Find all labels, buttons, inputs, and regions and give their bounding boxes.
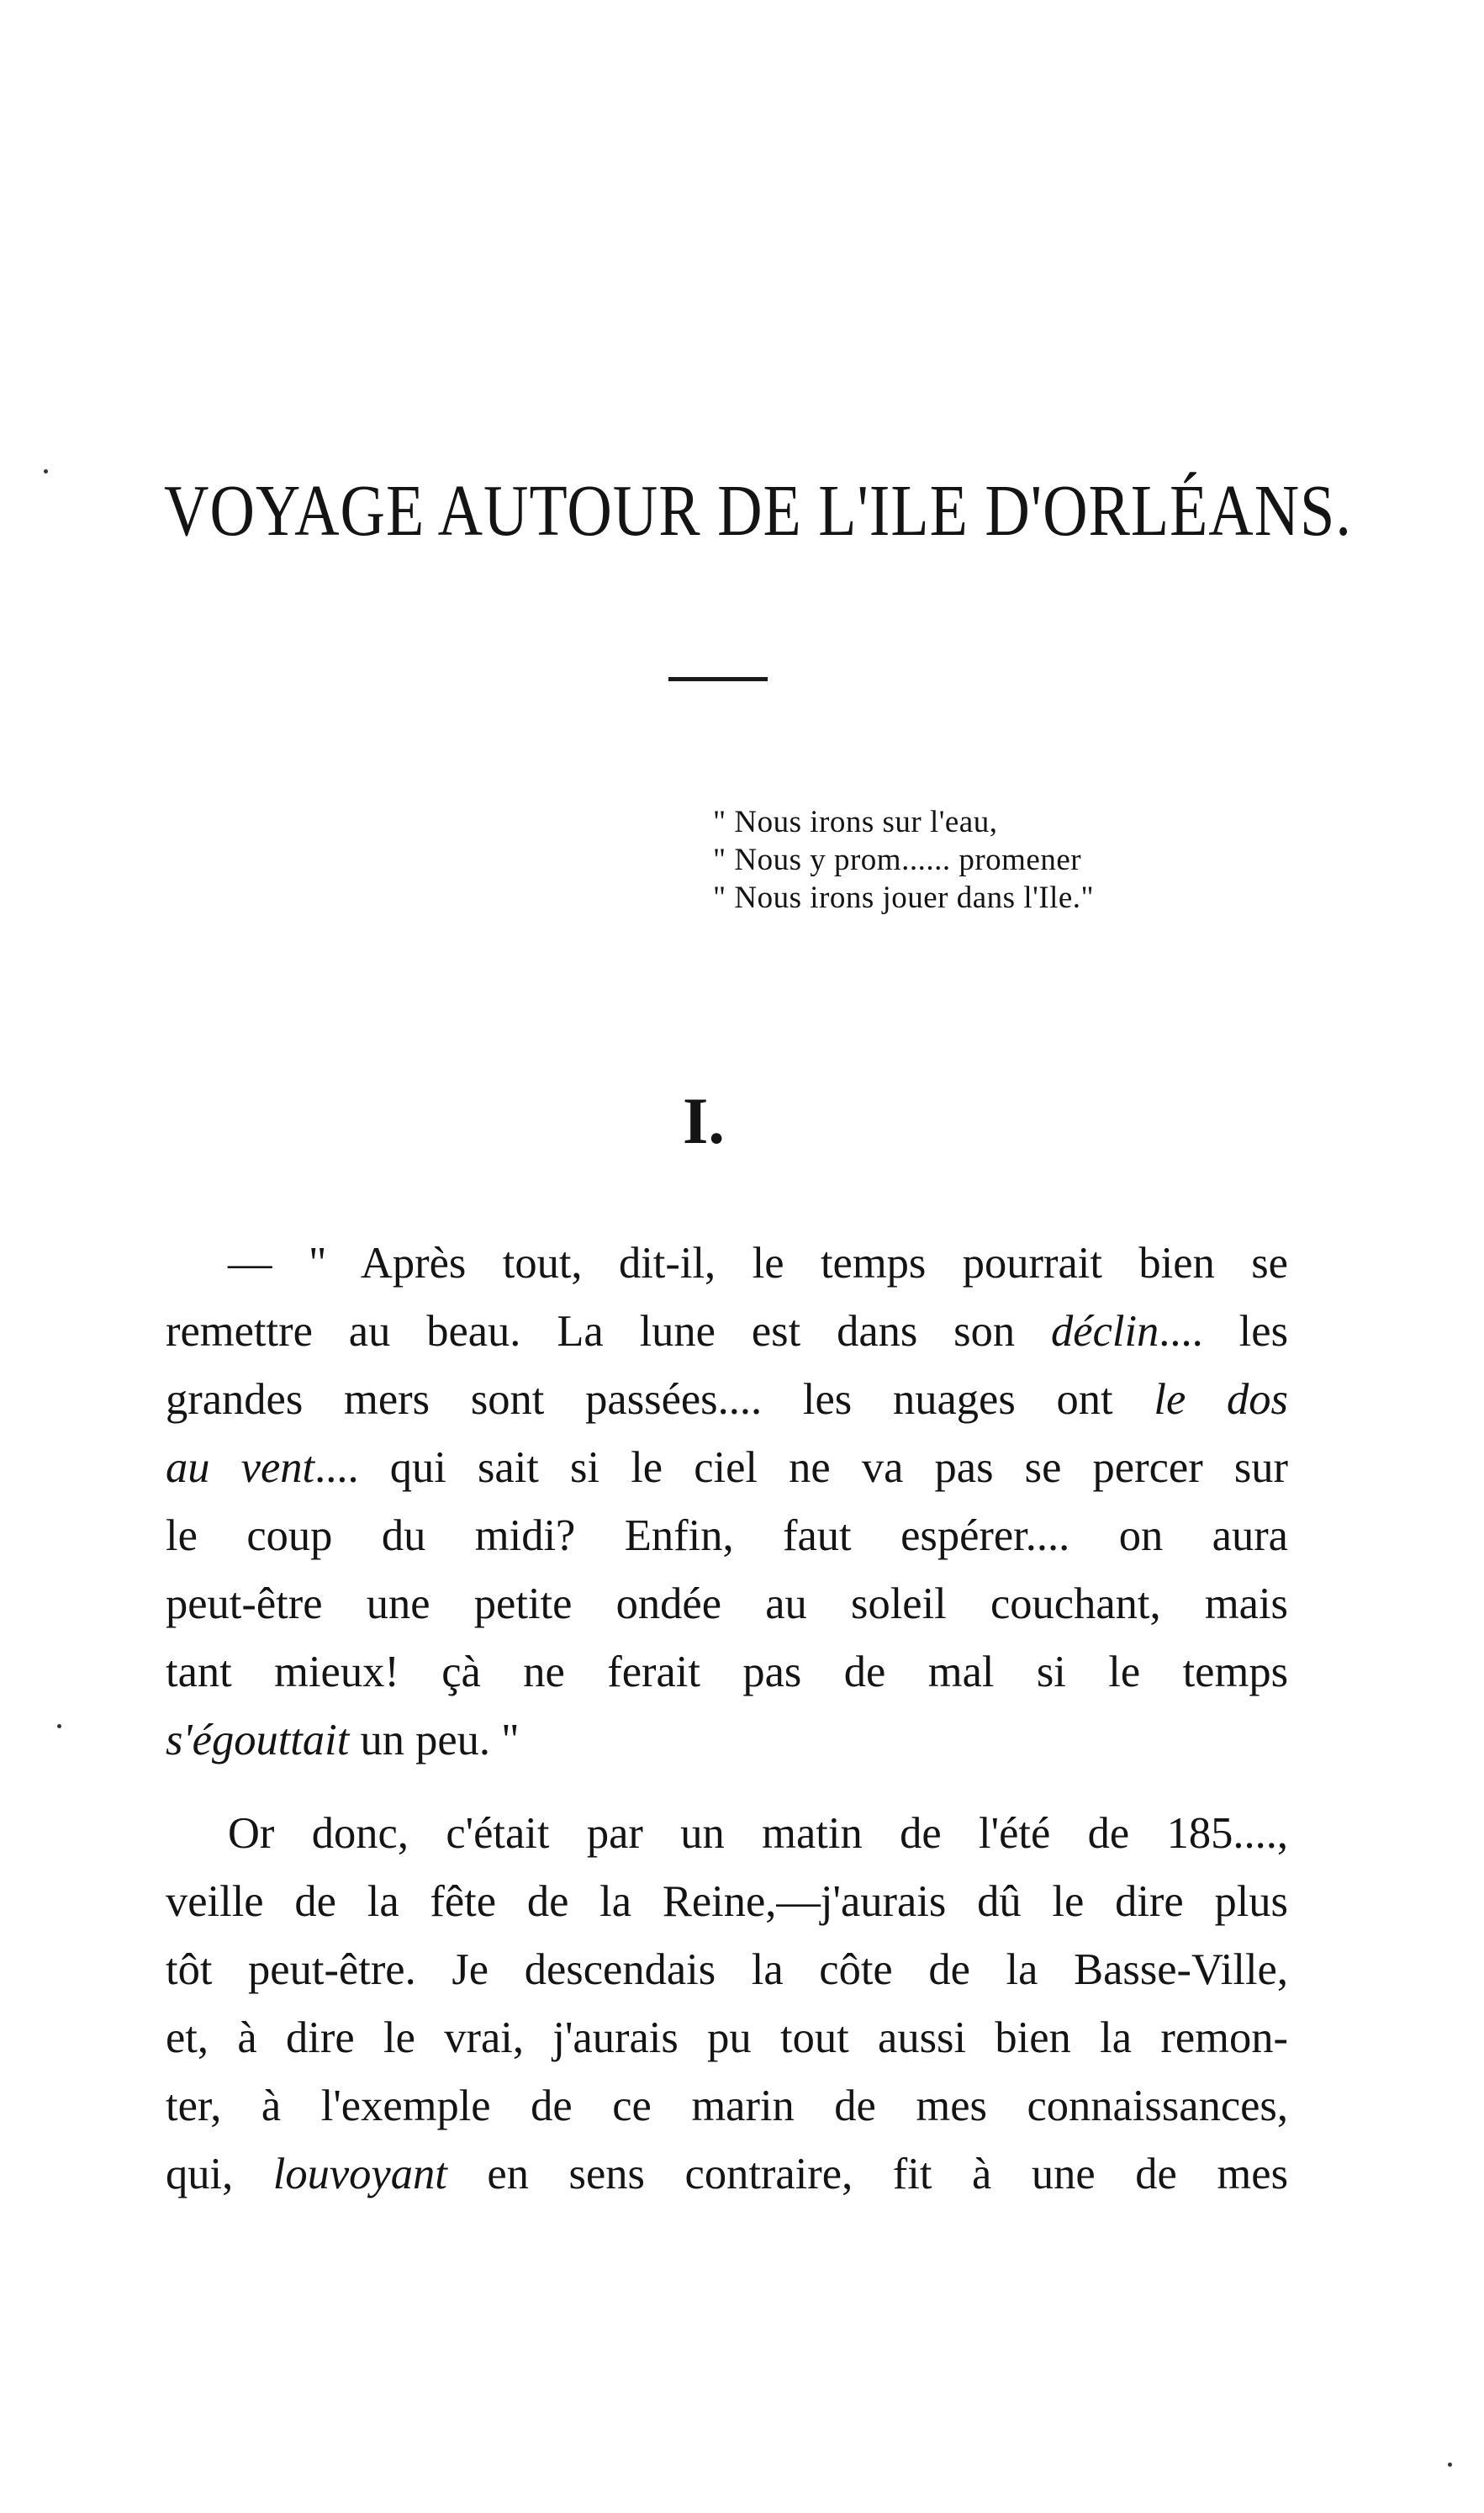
text-line: veille de la fête de la Reine,—j'aurais dû le dire plus	[166, 1877, 1288, 1926]
print-speck	[1448, 2463, 1452, 2467]
text-line: le coup du midi? Enfin, faut espérer.... on aura	[166, 1511, 1288, 1560]
text-line: tant mieux! çà ne ferait pas de mal si le temps	[166, 1648, 1288, 1696]
text-line: peut-être une petite ondée au soleil couchant, mais	[166, 1579, 1288, 1628]
text-line: remettre au beau. La lune est dans son déclin.... les	[166, 1307, 1289, 1356]
text-line: Or donc, c'était par un matin de l'été de 185....,	[228, 1809, 1288, 1858]
text-line: grandes mers sont passées.... les nuages ont le dos	[166, 1375, 1288, 1424]
epigraph-line: " Nous y prom...... promener	[713, 843, 1082, 877]
epigraph-line: " Nous irons jouer dans l'Ile."	[713, 881, 1095, 915]
text-line: — " Après tout, dit-il, le temps pourrait bien se	[228, 1239, 1288, 1288]
text-line: qui, louvoyant en sens contraire, fit à une de mes	[166, 2150, 1288, 2198]
epigraph-line: " Nous irons sur l'eau,	[713, 805, 998, 839]
page-title: VOYAGE AUTOUR DE L'ILE D'ORLÉANS.	[164, 470, 1352, 552]
title-rule	[668, 677, 768, 681]
text-line: s'égouttait un peu. "	[166, 1716, 520, 1764]
text-line: au vent.... qui sait si le ciel ne va pas se percer sur	[166, 1443, 1288, 1492]
epigraph	[713, 803, 1318, 917]
paragraph-1	[166, 1230, 1288, 1775]
paragraph-2	[166, 1800, 1288, 2209]
print-speck	[44, 469, 48, 474]
chapter-number: I.	[683, 1084, 725, 1157]
text-line: tôt peut-être. Je descendais la côte de la Basse-Ville,	[166, 1945, 1288, 1994]
print-speck	[57, 1724, 61, 1728]
text-line: et, à dire le vrai, j'aurais pu tout aussi bien la remon-	[166, 2013, 1288, 2062]
text-line: ter, à l'exemple de ce marin de mes connaissances,	[166, 2082, 1288, 2130]
